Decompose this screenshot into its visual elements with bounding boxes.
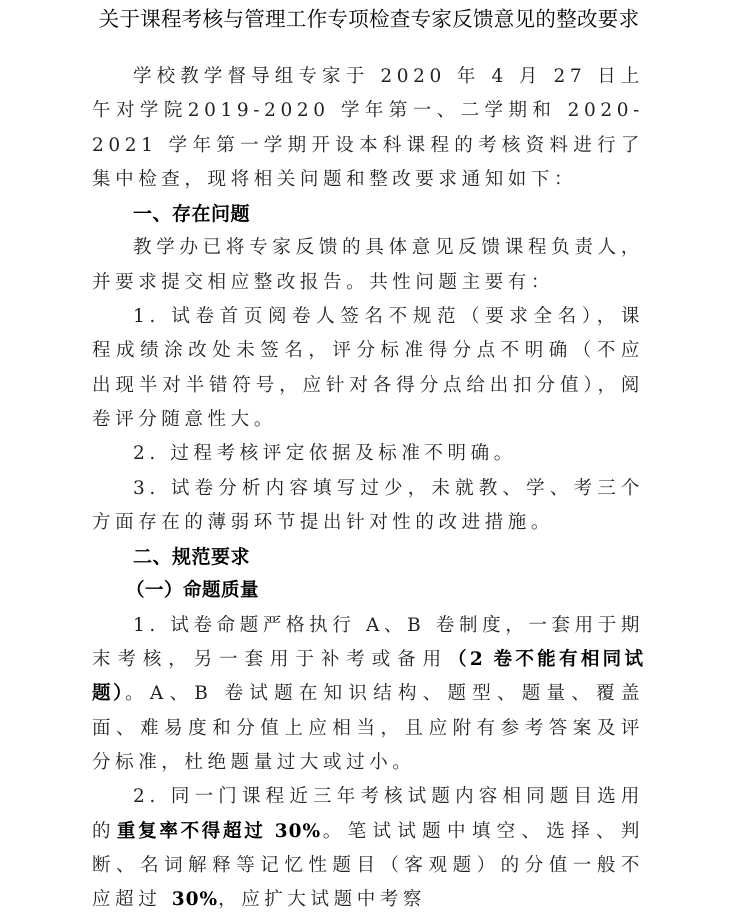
requirement-item-2-text-cont: ，应扩大试题中考察: [218, 889, 427, 911]
requirement-item-2: [92, 780, 644, 917]
requirement-item-2-emphasis-repeat-rate: 重复率不得超过 30%: [116, 820, 322, 842]
problem-item-3: 3. 试卷分析内容填写过少，未就教、学、考三个方面存在的薄弱环节提出针对性的改进措施。: [92, 477, 644, 533]
document-body: [92, 60, 644, 917]
requirement-item-1-text: 1. 试卷命题严格执行 A、B 卷制度，一套用于期末考核，另一套用于补考或备用: [92, 614, 644, 671]
requirement-item-1-text-cont: 。A、B 卷试题在知识结构、题型、题量、覆盖面、难易度和分值上应相当，且应附有参考答案及评分标准，杜绝题量过大或过小。: [92, 683, 644, 773]
problems-intro-paragraph: 教学办已将专家反馈的具体意见反馈课程负责人，并要求提交相应整改报告。共性问题主要有：: [92, 237, 644, 293]
requirement-item-1: [92, 609, 644, 780]
intro-paragraph: 学校教学督导组专家于 2020 年 4 月 27 日上午对学院2019-2020 学年第一、二学期和 2020-2021 学年第一学期开设本科课程的考核资料进行了集中检查，现将相关问题和整改要求通知如下：: [92, 66, 644, 190]
requirement-item-2-text: 2. 同一门课程近三年考核试题内容相同题目选用的: [92, 786, 644, 842]
problem-item-1: 1. 试卷首页阅卷人签名不规范（要求全名），课程成绩涂改处未签名，评分标准得分点不明确（不应出现半对半错符号，应针对各得分点给出扣分值），阅卷评分随意性大。: [92, 306, 644, 430]
subsection-heading-question-quality: （一）命题质量: [126, 580, 260, 602]
requirement-item-1-emphasis: （2 卷不能有相同试题）: [92, 649, 644, 705]
section-heading-requirements: 二、规范要求: [133, 546, 251, 569]
requirement-item-2-emphasis-percent: 30%: [171, 889, 219, 911]
section-heading-problems: 一、存在问题: [133, 203, 251, 226]
document-title: 关于课程考核与管理工作专项检查专家反馈意见的整改要求: [98, 7, 640, 31]
requirement-item-2-text-mid: 。笔试试题中填空、选择、判断、名词解释等记忆性题目（客观题）的分值一般不应超过: [92, 820, 644, 911]
problem-item-2: 2. 过程考核评定依据及标准不明确。: [133, 443, 517, 465]
